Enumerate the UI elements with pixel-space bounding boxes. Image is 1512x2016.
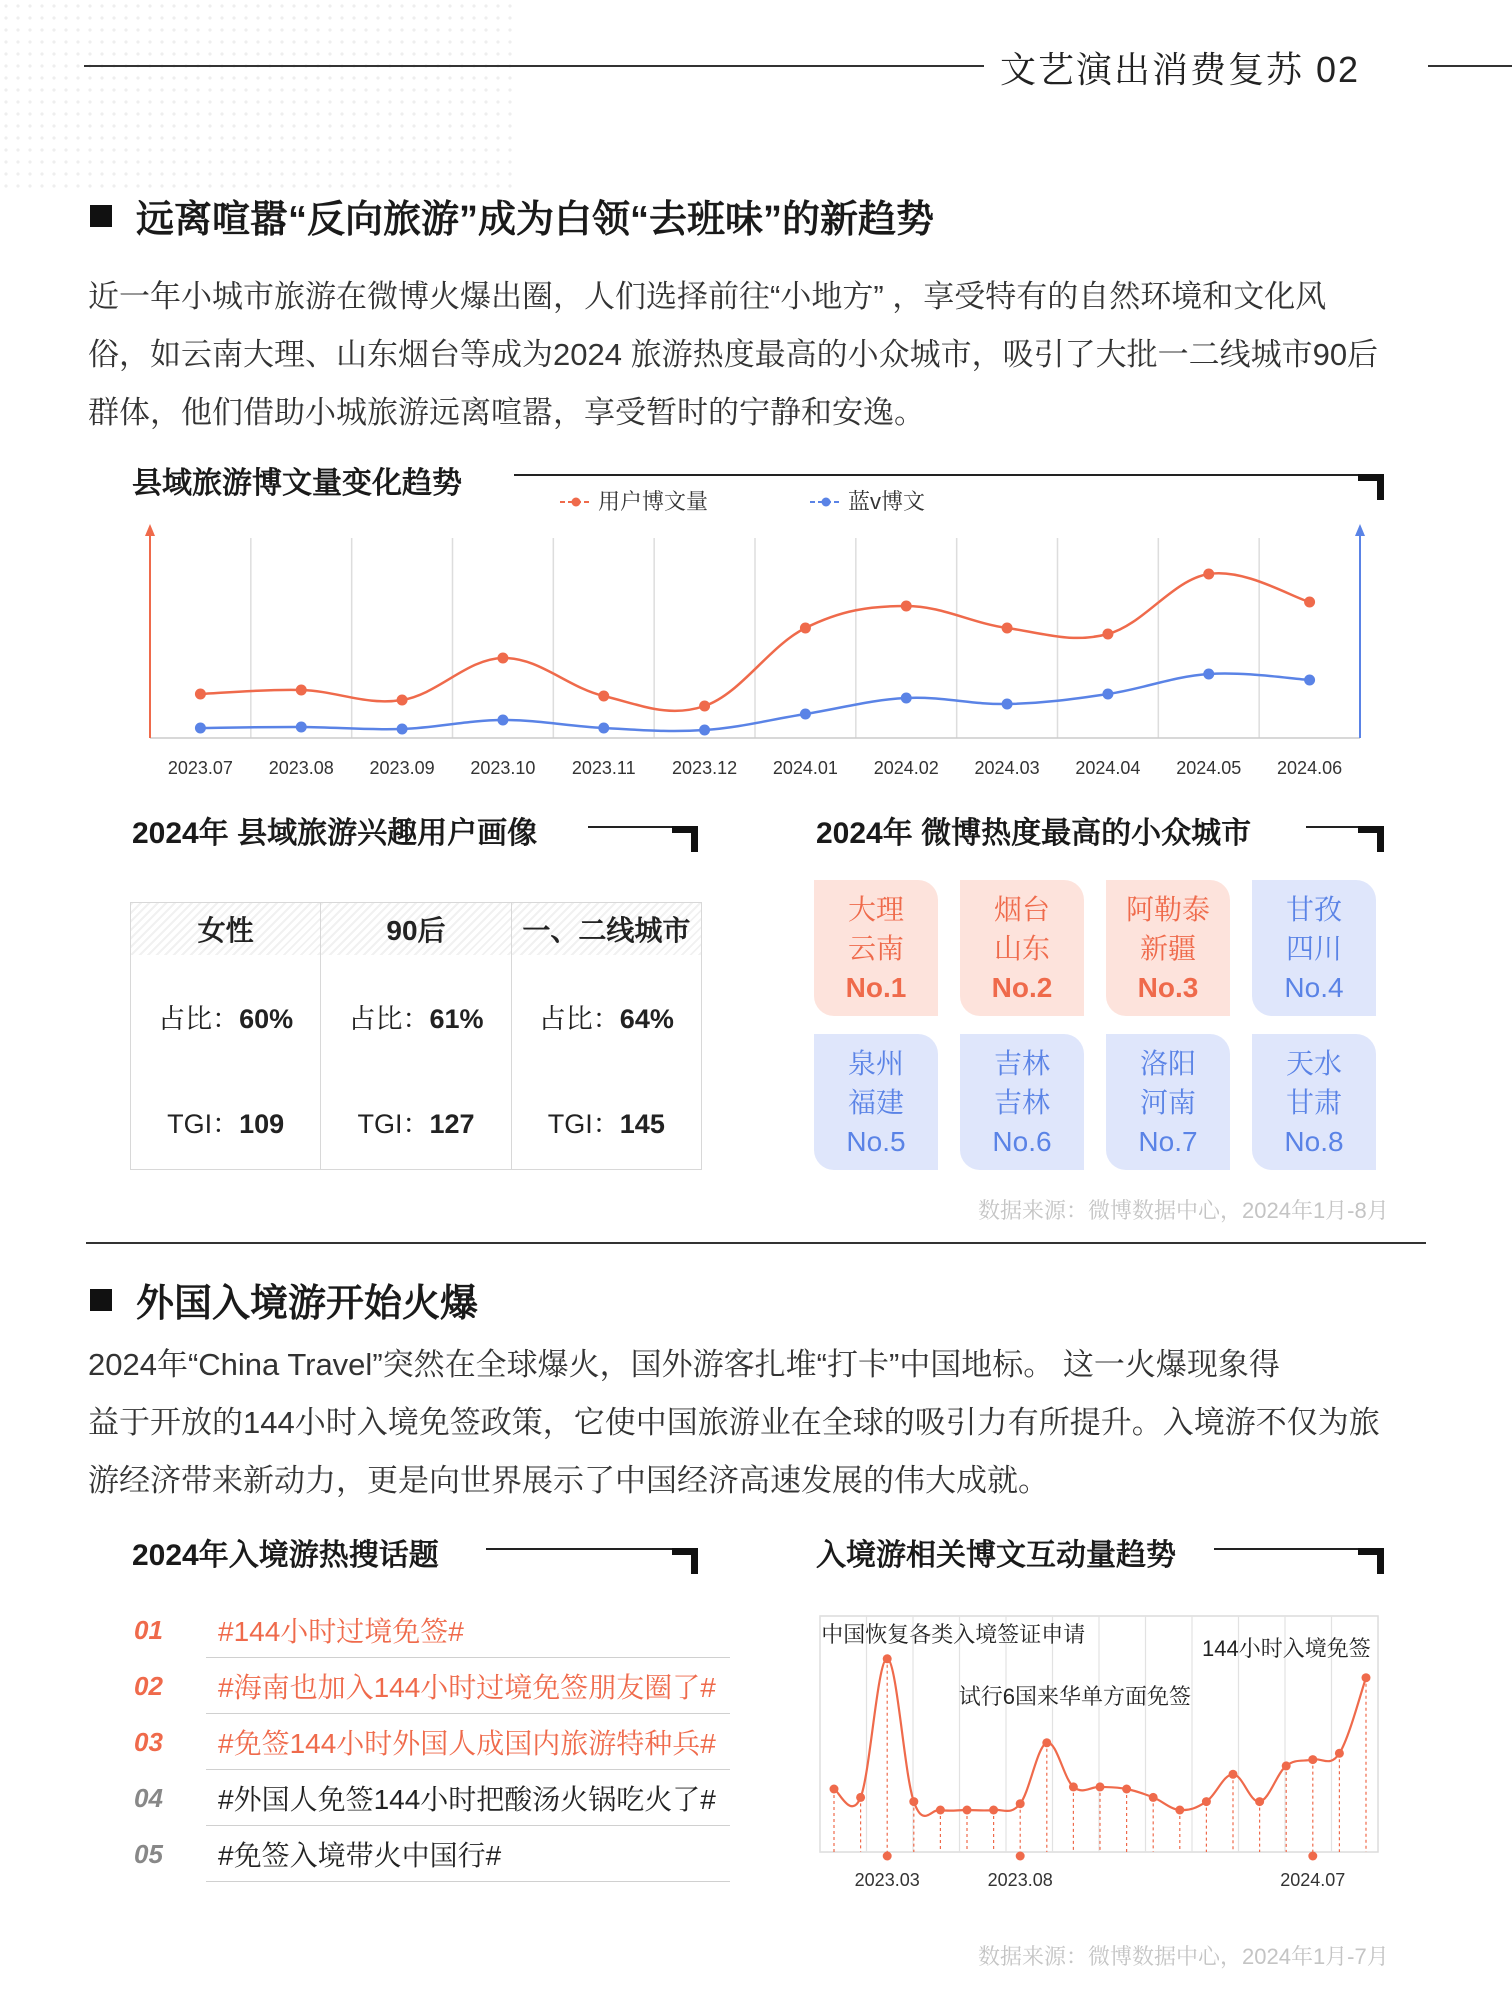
title-rule <box>514 474 1376 476</box>
persona-column-post90s <box>321 903 511 1169</box>
x-tick-label: 2023.07 <box>167 758 233 778</box>
city-card <box>960 880 1084 1016</box>
data-point <box>856 1793 865 1802</box>
x-tick-label: 2024.02 <box>873 758 939 778</box>
x-tick-label: 2024.01 <box>772 758 838 778</box>
section-title-text: 远离喧嚣“反向旅游”成为白领“去班味”的新趋势 <box>136 199 935 241</box>
data-point <box>1149 1793 1158 1802</box>
chart-annotation: 144小时入境免签 <box>1202 1636 1371 1661</box>
share-label: 占比： <box>348 1004 430 1034</box>
topic-rank: 04 <box>134 1782 163 1813</box>
persona-column-female <box>131 903 321 1169</box>
city-name: 烟台 <box>993 893 1050 925</box>
section-divider <box>86 1242 1426 1244</box>
data-point <box>1255 1797 1264 1806</box>
data-point <box>883 1654 892 1663</box>
topic-hashtag-link[interactable]: #144小时过境免签# <box>206 1602 730 1658</box>
share-label: 占比： <box>158 1004 240 1034</box>
data-source-note: 数据来源：微博数据中心，2024年1月-8月 <box>978 1198 1389 1223</box>
topic-rank: 01 <box>134 1614 163 1645</box>
topic-rank: 05 <box>134 1838 163 1869</box>
city-card <box>1252 880 1376 1016</box>
x-tick-label: 2023.08 <box>987 1870 1053 1890</box>
city-province: 吉林 <box>993 1086 1050 1118</box>
persona-tgi <box>357 1102 474 1141</box>
tgi-label: TGI： <box>357 1109 430 1139</box>
tgi-label: TGI： <box>167 1109 240 1139</box>
data-point <box>1042 1738 1051 1747</box>
persona-title: 2024年 县域旅游兴趣用户画像 <box>132 817 538 850</box>
county-travel-chart-title: 县域旅游博文量变化趋势 <box>132 467 462 500</box>
data-point <box>397 695 408 706</box>
corner-bracket-icon <box>1358 1548 1384 1574</box>
city-rank: No.7 <box>1138 1125 1198 1157</box>
data-point <box>497 653 508 664</box>
title-rule <box>1214 1548 1376 1550</box>
x-tick-label: 2024.04 <box>1075 758 1141 778</box>
city-rank: No.8 <box>1284 1125 1344 1157</box>
left-axis-arrow-icon <box>145 524 155 536</box>
paragraph-line: 近一年小城市旅游在微博火爆出圈，人们选择前往“小地方” ，享受特有的自然环境和文化风 <box>88 279 1327 314</box>
x-tick-label: 2023.11 <box>571 758 636 778</box>
square-bullet-icon <box>90 205 112 227</box>
persona-table <box>130 902 702 1170</box>
topic-hashtag-link[interactable]: #海南也加入144小时过境免签朋友圈了# <box>206 1658 730 1714</box>
city-province: 河南 <box>1139 1086 1196 1118</box>
city-name: 洛阳 <box>1139 1047 1196 1079</box>
x-tick-label: 2023.10 <box>470 758 536 778</box>
data-point <box>699 701 710 712</box>
section-title-text: 外国入境游开始火爆 <box>136 1283 479 1325</box>
x-tick-label: 2024.07 <box>1280 1870 1346 1890</box>
topic-hashtag-link[interactable]: #免签入境带火中国行# <box>206 1826 730 1882</box>
hot-topic-item[interactable] <box>134 1770 730 1826</box>
chart-annotation: 中国恢复各类入境签证申请 <box>821 1622 1086 1647</box>
persona-share <box>539 997 674 1036</box>
data-source-note: 数据来源：微博数据中心，2024年1月-7月 <box>978 1944 1389 1969</box>
data-point <box>1362 1673 1371 1682</box>
city-rank: No.1 <box>845 971 907 1003</box>
data-point <box>598 691 609 702</box>
data-point <box>901 601 912 612</box>
data-point <box>1304 675 1315 686</box>
topic-hashtag-link[interactable]: #外国人免签144小时把酸汤火锅吃火了# <box>206 1770 730 1826</box>
city-province: 甘肃 <box>1285 1086 1342 1118</box>
data-point <box>1096 1782 1105 1791</box>
square-bullet-icon <box>90 1289 112 1311</box>
legend-marker-0 <box>572 498 581 507</box>
county-travel-line-chart <box>130 488 1400 788</box>
persona-share <box>348 997 483 1036</box>
data-point <box>1304 597 1315 608</box>
x-tick-marker <box>1016 1852 1025 1861</box>
tgi-value: 127 <box>429 1109 475 1139</box>
city-name: 甘孜 <box>1285 893 1342 925</box>
paragraph-line: 俗，如云南大理、山东烟台等成为2024 旅游热度最高的小众城市，吸引了大批一二线城市90后 <box>88 337 1379 372</box>
hot-topics-title: 2024年入境游热搜话题 <box>132 1539 439 1572</box>
persona-column-header: 女性 <box>131 903 320 955</box>
city-rank: No.2 <box>991 971 1053 1003</box>
city-province: 福建 <box>847 1086 904 1118</box>
data-point <box>1002 699 1013 710</box>
topic-hashtag-link[interactable]: #免签144小时外国人成国内旅游特种兵# <box>206 1714 730 1770</box>
x-tick-label: 2024.06 <box>1277 758 1343 778</box>
header-rule-right <box>1428 65 1512 67</box>
legend-marker-1 <box>822 498 831 507</box>
data-point <box>1203 669 1214 680</box>
data-point <box>1229 1770 1238 1779</box>
city-card <box>1252 1034 1376 1170</box>
right-axis-arrow-icon <box>1355 524 1365 536</box>
data-point <box>699 725 710 736</box>
data-point <box>195 723 206 734</box>
x-tick-marker <box>1308 1852 1317 1861</box>
persona-tgi <box>548 1102 665 1141</box>
tgi-value: 145 <box>619 1109 665 1139</box>
data-point <box>598 723 609 734</box>
hot-topic-item[interactable] <box>134 1602 730 1658</box>
data-point <box>1069 1782 1078 1791</box>
city-rank: No.3 <box>1137 971 1199 1003</box>
city-province: 山东 <box>993 932 1050 964</box>
city-province: 云南 <box>847 932 904 964</box>
tgi-label: TGI： <box>547 1109 620 1139</box>
city-card <box>1106 880 1230 1016</box>
share-value: 60% <box>239 1004 294 1034</box>
data-point <box>936 1806 945 1815</box>
persona-column-tier12-cities <box>512 903 701 1169</box>
data-point <box>296 722 307 733</box>
data-point <box>800 623 811 634</box>
hot-topic-item[interactable] <box>134 1826 730 1882</box>
city-rank: No.4 <box>1284 971 1344 1003</box>
persona-column-header: 一、二线城市 <box>512 903 701 955</box>
x-tick-label: 2023.08 <box>268 758 334 778</box>
city-card <box>1106 1034 1230 1170</box>
section2-paragraph <box>88 1336 1448 1510</box>
city-name: 天水 <box>1285 1047 1342 1079</box>
city-rank: No.6 <box>992 1125 1052 1157</box>
header-rule-left <box>84 65 984 67</box>
topic-rank: 02 <box>134 1670 163 1701</box>
data-point <box>296 685 307 696</box>
title-rule <box>486 1548 686 1550</box>
data-point <box>1016 1799 1025 1808</box>
interaction-line-chart <box>816 1612 1382 1896</box>
data-point <box>830 1785 839 1794</box>
x-tick-marker <box>883 1852 892 1861</box>
section1-paragraph <box>88 268 1448 442</box>
paragraph-line: 游经济带来新动力，更是向世界展示了中国经济高速发展的伟大成就。 <box>88 1463 1049 1498</box>
data-point <box>963 1806 972 1815</box>
data-point <box>1335 1749 1344 1758</box>
paragraph-line: 群体，他们借助小城旅游远离喧嚣，享受暂时的宁静和安逸。 <box>88 395 925 430</box>
city-name: 大理 <box>847 893 904 925</box>
city-province: 新疆 <box>1139 932 1196 964</box>
chart-annotation: 试行6国来华单方面免签 <box>958 1684 1192 1709</box>
persona-share <box>158 997 293 1036</box>
page-header-title: 文艺演出消费复苏 02 <box>1000 49 1361 90</box>
data-point <box>1102 629 1113 640</box>
corner-bracket-icon <box>672 1548 698 1574</box>
data-point <box>497 715 508 726</box>
data-point <box>195 689 206 700</box>
data-point <box>1203 569 1214 580</box>
legend-label-0: 用户博文量 <box>598 489 709 514</box>
share-label: 占比： <box>538 1004 620 1034</box>
data-point <box>397 724 408 735</box>
city-name: 吉林 <box>993 1047 1050 1079</box>
section-title-reverse-travel <box>90 188 934 243</box>
cities-title: 2024年 微博热度最高的小众城市 <box>816 817 1252 850</box>
persona-column-header: 90后 <box>321 903 510 955</box>
tgi-value: 109 <box>239 1109 285 1139</box>
x-tick-label: 2023.09 <box>369 758 435 778</box>
data-point <box>1175 1806 1184 1815</box>
corner-bracket-icon <box>1358 826 1384 852</box>
persona-tgi <box>167 1102 284 1141</box>
city-card <box>960 1034 1084 1170</box>
data-point <box>1102 689 1113 700</box>
data-point <box>1122 1785 1131 1794</box>
city-name: 阿勒泰 <box>1125 893 1210 925</box>
hot-topic-item[interactable] <box>134 1658 730 1714</box>
corner-bracket-icon <box>672 826 698 852</box>
hot-topic-item[interactable] <box>134 1714 730 1770</box>
paragraph-line: 2024年“China Travel”突然在全球爆火，国外游客扎堆“打卡”中国地标。 这一火爆现象得 <box>88 1347 1280 1382</box>
topic-rank: 03 <box>134 1726 163 1757</box>
x-tick-label: 2023.03 <box>854 1870 920 1890</box>
section-title-inbound-travel <box>90 1272 478 1327</box>
city-name: 泉州 <box>847 1047 904 1079</box>
data-point <box>1202 1797 1211 1806</box>
data-point <box>800 709 811 720</box>
decorative-dot-pattern <box>0 0 520 190</box>
x-tick-label: 2024.03 <box>974 758 1040 778</box>
city-card <box>814 1034 938 1170</box>
city-province: 四川 <box>1285 932 1342 964</box>
legend-label-1: 蓝v博文 <box>848 489 926 514</box>
data-point <box>901 693 912 704</box>
interaction-chart-title: 入境游相关博文互动量趋势 <box>816 1539 1176 1572</box>
data-point <box>1282 1761 1291 1770</box>
paragraph-line: 益于开放的144小时入境免签政策，它使中国旅游业在全球的吸引力有所提升。入境游不仅为旅 <box>88 1405 1380 1440</box>
data-point <box>1002 623 1013 634</box>
data-point <box>989 1806 998 1815</box>
share-value: 64% <box>619 1004 674 1034</box>
data-point <box>1308 1755 1317 1764</box>
x-tick-label: 2023.12 <box>672 758 738 778</box>
city-rank: No.5 <box>846 1125 906 1157</box>
data-point <box>909 1797 918 1806</box>
share-value: 61% <box>429 1004 484 1034</box>
city-card <box>814 880 938 1016</box>
x-tick-label: 2024.05 <box>1176 758 1242 778</box>
